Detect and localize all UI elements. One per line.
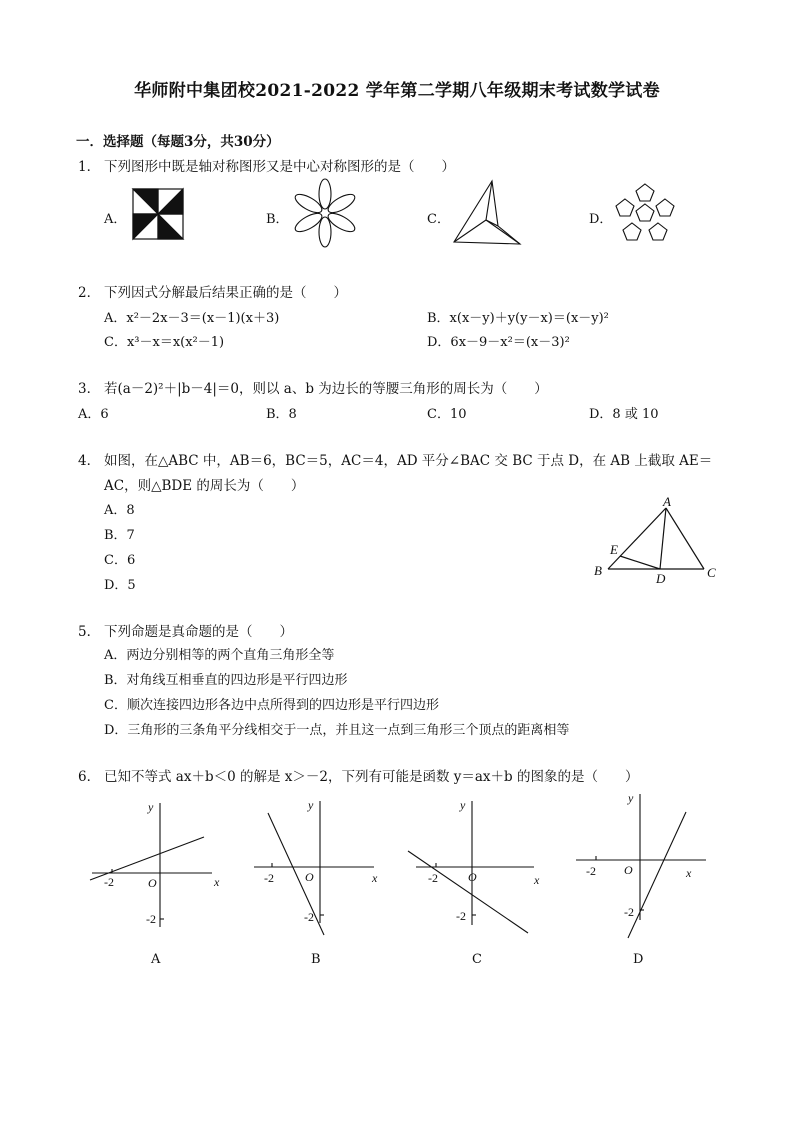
graph-caption[interactable]: C [472, 952, 482, 967]
option-d[interactable]: D．5 [104, 578, 136, 593]
option-d[interactable]: D．6x－9－x²＝(x－3)² [427, 335, 570, 350]
graph-d [570, 788, 720, 948]
option-d[interactable]: D．三角形的三条角平分线相交于一点，并且这一点到三角形三个顶点的距离相等 [104, 723, 570, 738]
origin-label: O [468, 870, 477, 884]
option-a[interactable]: A．6 [78, 407, 109, 422]
question-stem-line1: 如图，在△ABC 中，AB＝6，BC＝5，AC＝4，AD 平分∠BAC 交 BC 于点 D，在 AB 上截取 AE＝ [104, 453, 713, 469]
option-c[interactable]: C．x³－x＝x(x²－1) [104, 335, 225, 350]
tick-label: -2 [104, 875, 114, 889]
option-b[interactable]: B．x(x－y)＋y(y－x)＝(x－y)² [427, 311, 609, 326]
question-number: 5． [78, 624, 101, 640]
graph-caption[interactable]: B [311, 952, 321, 967]
question-stem: 下列命题是真命题的是（ ） [104, 624, 293, 640]
axis-x-label: x [372, 871, 378, 885]
question-number: 3． [78, 381, 101, 397]
question-stem: 下列因式分解最后结果正确的是（ ） [104, 285, 347, 301]
option-label[interactable]: A． [104, 212, 127, 227]
axis-y-label: y [308, 798, 314, 812]
pentagons-figure [612, 182, 678, 246]
question-stem-line2: AC，则△BDE 的周长为（ ） [104, 478, 305, 494]
option-b[interactable]: B．8 [266, 407, 297, 422]
tick-label: -2 [456, 909, 466, 923]
flower-figure [290, 180, 360, 246]
option-a[interactable]: A．8 [104, 503, 135, 518]
vertex-c-label: C [707, 565, 716, 580]
axis-y-label: y [148, 800, 154, 814]
option-b[interactable]: B．对角线互相垂直的四边形是平行四边形 [104, 673, 348, 688]
axis-y-label: y [460, 798, 466, 812]
tick-label: -2 [304, 910, 314, 924]
vertex-a-label: A [663, 494, 671, 509]
question-stem: 若(a－2)²＋|b－4|＝0，则以 a、b 为边长的等腰三角形的周长为（ ） [104, 381, 548, 397]
option-c[interactable]: C．6 [104, 553, 136, 568]
page-title: 华师附中集团校2021-2022 学年第二学期八年级期末考试数学试卷 [134, 81, 660, 101]
tick-label: -2 [264, 871, 274, 885]
graph-b [242, 795, 392, 945]
graph-caption[interactable]: A [151, 952, 161, 967]
section-heading: 一．选择题（每题3分，共30分） [76, 134, 280, 150]
point-e-label: E [610, 542, 618, 557]
question-number: 1． [78, 159, 101, 175]
option-a[interactable]: A．两边分别相等的两个直角三角形全等 [104, 648, 335, 663]
axis-x-label: x [534, 873, 540, 887]
tick-label: -2 [428, 871, 438, 885]
graph-a [82, 795, 232, 945]
question-number: 2． [78, 285, 101, 301]
option-d[interactable]: D．8 或 10 [589, 407, 659, 422]
origin-label: O [624, 863, 633, 877]
origin-label: O [148, 876, 157, 890]
option-b[interactable]: B．7 [104, 528, 135, 543]
origin-label: O [305, 870, 314, 884]
question-stem: 已知不等式 ax＋b＜0 的解是 x＞－2，下列有可能是函数 y＝ax＋b 的图象的是（ ） [104, 769, 639, 785]
question-number: 6． [78, 769, 101, 785]
pinwheel-figure [132, 188, 184, 240]
triangle-abc-figure [590, 494, 730, 588]
graph-caption[interactable]: D [633, 952, 644, 967]
option-label[interactable]: C． [427, 212, 450, 227]
option-label[interactable]: D． [589, 212, 613, 227]
question-stem: 下列图形中既是轴对称图形又是中心对称图形的是（ ） [104, 159, 455, 175]
option-c[interactable]: C．10 [427, 407, 467, 422]
tick-label: -2 [624, 905, 634, 919]
tick-label: -2 [586, 864, 596, 878]
axis-x-label: x [686, 866, 692, 880]
point-d-label: D [656, 571, 666, 586]
option-a[interactable]: A．x²－2x－3＝(x－1)(x＋3) [104, 311, 280, 326]
graph-c [404, 795, 554, 945]
vertex-b-label: B [594, 563, 602, 578]
question-number: 4． [78, 453, 101, 469]
axis-x-label: x [214, 875, 220, 889]
tick-label: -2 [146, 912, 156, 926]
axis-y-label: y [628, 791, 634, 805]
option-label[interactable]: B． [266, 212, 289, 227]
option-c[interactable]: C．顺次连接四边形各边中点所得到的四边形是平行四边形 [104, 698, 439, 713]
triangle-star-figure [452, 180, 524, 246]
